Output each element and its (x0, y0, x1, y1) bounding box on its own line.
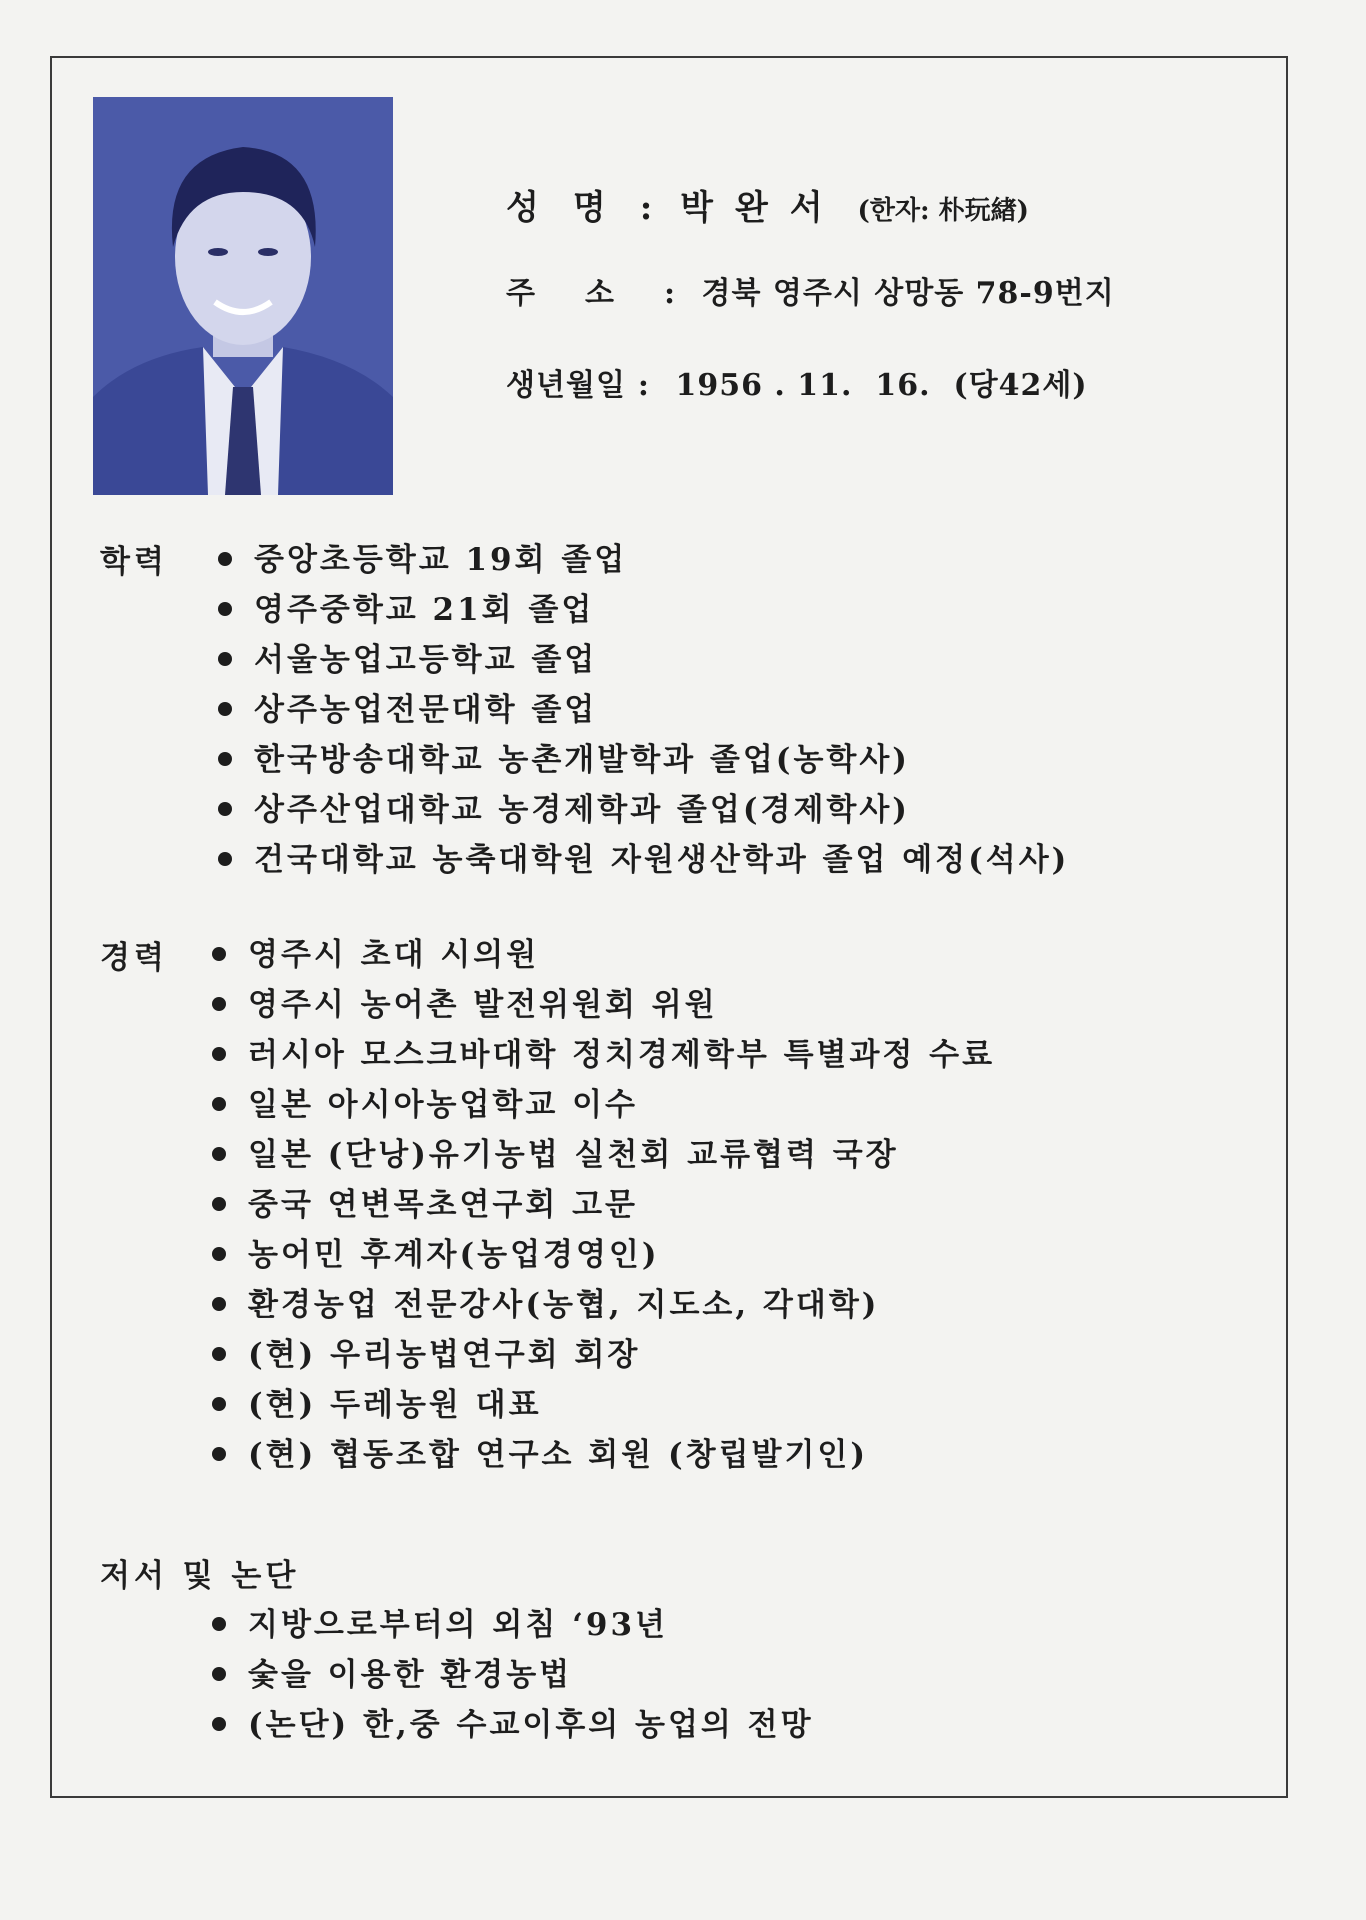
list-item: 상주산업대학교 농경제학과 졸업(경제학사) (218, 785, 1069, 835)
list-item: (현) 두레농원 대표 (212, 1380, 995, 1430)
list-item: 숯을 이용한 환경농법 (212, 1650, 814, 1700)
bullet-icon (212, 1147, 226, 1161)
bullet-icon (212, 1097, 226, 1111)
list-item: 상주농업전문대학 졸업 (218, 685, 1069, 735)
bullet-icon (212, 1297, 226, 1311)
birth-line: 생년월일 : 1956 . 11. 16. (당42세) (506, 368, 1088, 403)
list-item: 서울농업고등학교 졸업 (218, 635, 1069, 685)
address-label: 주소 (506, 276, 664, 311)
bullet-icon (218, 852, 232, 866)
bullet-icon (212, 1717, 226, 1731)
education-list (218, 535, 1069, 885)
list-item: (현) 협동조합 연구소 회원 (창립발기인) (212, 1430, 995, 1480)
bullet-icon (218, 802, 232, 816)
name-hanja: (한자: 朴玩緖) (857, 196, 1029, 226)
bullet-icon (218, 752, 232, 766)
name-value: 박완서 (680, 188, 845, 228)
address-value: 경북 영주시 상망동 78-9번지 (701, 276, 1115, 311)
career-label: 경력 (100, 940, 168, 976)
list-item: 영주시 농어촌 발전위원회 위원 (212, 980, 995, 1030)
address-line: 주소: 경북 영주시 상망동 78-9번지 (506, 268, 1115, 312)
list-item: 환경농업 전문강사(농협, 지도소, 각대학) (212, 1280, 995, 1330)
bullet-icon (212, 1047, 226, 1061)
career-list (212, 930, 995, 1480)
list-item: 일본 아시아농업학교 이수 (212, 1080, 995, 1130)
list-item: 지방으로부터의 외침 ‘93년 (212, 1600, 814, 1650)
list-item: 건국대학교 농축대학원 자원생산학과 졸업 예정(석사) (218, 835, 1069, 885)
list-item: 일본 (단낭)유기농법 실천회 교류협력 국장 (212, 1130, 995, 1180)
bullet-icon (212, 1197, 226, 1211)
birth-value: 1956 . 11. 16. (당42세) (675, 368, 1088, 403)
name-label: 성명 (506, 188, 640, 228)
bullet-icon (212, 1347, 226, 1361)
birth-label: 생년월일 (506, 368, 626, 403)
list-item: 영주중학교 21회 졸업 (218, 585, 1069, 635)
list-item: 영주시 초대 시의원 (212, 930, 995, 980)
publications-label: 저서 및 논단 (100, 1558, 300, 1594)
list-item: 중앙초등학교 19회 졸업 (218, 535, 1069, 585)
bullet-icon (212, 997, 226, 1011)
bullet-icon (218, 652, 232, 666)
bullet-icon (212, 1667, 226, 1681)
list-item: 러시아 모스크바대학 정치경제학부 특별과정 수료 (212, 1030, 995, 1080)
bullet-icon (218, 552, 232, 566)
name-line: 성명: 박완서 (한자: 朴玩緖) (506, 180, 1029, 229)
bullet-icon (212, 1447, 226, 1461)
list-item: (현) 우리농법연구회 회장 (212, 1330, 995, 1380)
list-item: 농어민 후계자(농업경영인) (212, 1230, 995, 1280)
publications-list (212, 1600, 814, 1750)
bullet-icon (218, 702, 232, 716)
profile-photo (93, 97, 393, 495)
bullet-icon (212, 1247, 226, 1261)
bullet-icon (212, 1397, 226, 1411)
portrait-image (93, 97, 393, 495)
list-item: (논단) 한,중 수교이후의 농업의 전망 (212, 1700, 814, 1750)
list-item: 한국방송대학교 농촌개발학과 졸업(농학사) (218, 735, 1069, 785)
education-label: 학력 (100, 544, 168, 580)
list-item: 중국 연변목초연구회 고문 (212, 1180, 995, 1230)
bullet-icon (218, 602, 232, 616)
bullet-icon (212, 947, 226, 961)
bullet-icon (212, 1617, 226, 1631)
